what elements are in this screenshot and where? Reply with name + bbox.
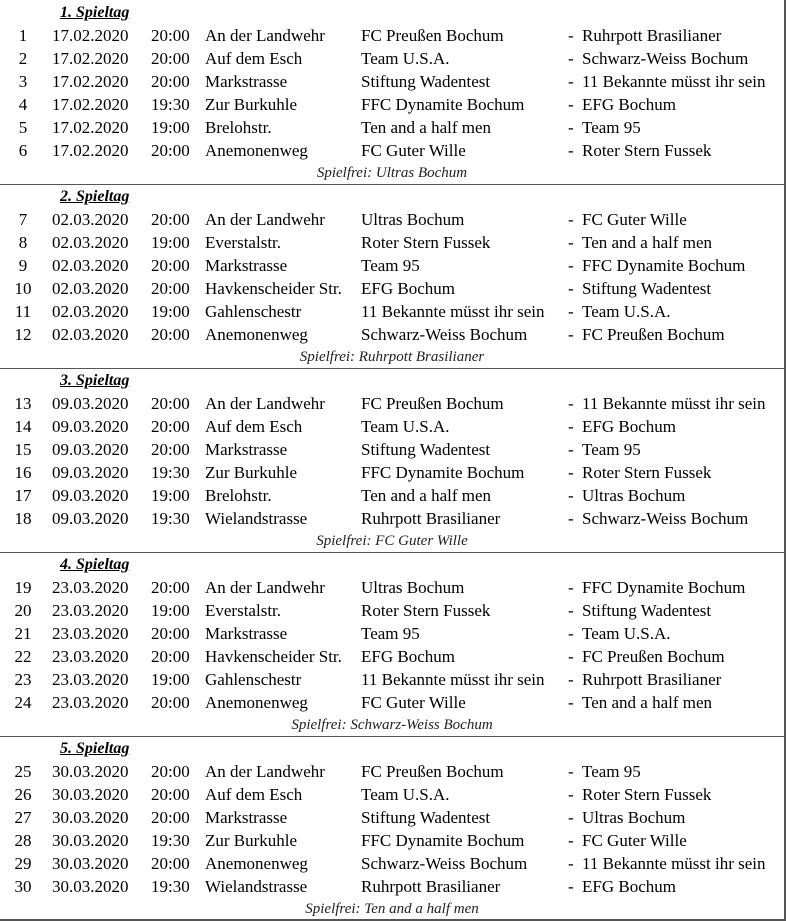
home-team: Ruhrpott Brasilianer bbox=[361, 509, 501, 528]
match-number: 26 bbox=[14, 785, 32, 804]
match-time: 20:00 bbox=[151, 440, 190, 459]
away-team: Stiftung Wadentest bbox=[582, 601, 712, 620]
match-row bbox=[0, 415, 784, 438]
away-team: Roter Stern Fussek bbox=[582, 141, 712, 160]
match-date: 23.03.2020 bbox=[52, 693, 129, 712]
match-number: 10 bbox=[14, 279, 32, 298]
match-date: 09.03.2020 bbox=[52, 486, 129, 505]
match-time: 20:00 bbox=[151, 785, 190, 804]
matchday-block bbox=[0, 369, 784, 553]
versus-dash: - bbox=[568, 325, 574, 344]
away-team: 11 Bekannte müsst ihr sein bbox=[582, 854, 766, 873]
matchday-title: 4. Spieltag bbox=[60, 556, 130, 573]
match-time: 19:00 bbox=[151, 486, 190, 505]
away-team: Schwarz-Weiss Bochum bbox=[582, 509, 749, 528]
match-number: 27 bbox=[14, 808, 32, 827]
versus-dash: - bbox=[568, 233, 574, 252]
match-date: 17.02.2020 bbox=[52, 72, 129, 91]
match-venue: An der Landwehr bbox=[205, 26, 325, 45]
versus-dash: - bbox=[568, 624, 574, 643]
match-time: 20:00 bbox=[151, 693, 190, 712]
matchday-title: 3. Spieltag bbox=[60, 372, 130, 389]
match-date: 23.03.2020 bbox=[52, 670, 129, 689]
match-venue: Auf dem Esch bbox=[205, 785, 303, 804]
match-date: 30.03.2020 bbox=[52, 854, 129, 873]
home-team: Stiftung Wadentest bbox=[361, 808, 491, 827]
match-venue: Brelohstr. bbox=[205, 118, 272, 137]
match-date: 17.02.2020 bbox=[52, 26, 129, 45]
away-team: Team 95 bbox=[582, 440, 641, 459]
match-row bbox=[0, 323, 784, 346]
match-venue: Zur Burkuhle bbox=[205, 831, 298, 850]
match-row bbox=[0, 47, 784, 70]
match-number: 12 bbox=[14, 325, 32, 344]
versus-dash: - bbox=[568, 601, 574, 620]
match-venue: Gahlenschestr bbox=[205, 302, 302, 321]
away-team: 11 Bekannte müsst ihr sein bbox=[582, 72, 766, 91]
away-team: FC Preußen Bochum bbox=[582, 325, 725, 344]
matchday-block bbox=[0, 1, 784, 185]
match-row bbox=[0, 24, 784, 47]
home-team: FC Guter Wille bbox=[361, 693, 466, 712]
match-time: 20:00 bbox=[151, 624, 190, 643]
match-venue: An der Landwehr bbox=[205, 578, 325, 597]
match-row bbox=[0, 576, 784, 599]
match-date: 30.03.2020 bbox=[52, 762, 129, 781]
match-number: 11 bbox=[14, 302, 32, 321]
match-row bbox=[0, 93, 784, 116]
match-time: 19:30 bbox=[151, 463, 190, 482]
match-time: 20:00 bbox=[151, 256, 190, 275]
match-row bbox=[0, 760, 784, 783]
match-venue: Markstrasse bbox=[205, 72, 288, 91]
match-row bbox=[0, 392, 784, 415]
match-time: 20:00 bbox=[151, 26, 190, 45]
away-team: Schwarz-Weiss Bochum bbox=[582, 49, 749, 68]
match-venue: Markstrasse bbox=[205, 440, 288, 459]
match-number: 3 bbox=[18, 72, 28, 91]
match-number: 28 bbox=[14, 831, 32, 850]
versus-dash: - bbox=[568, 808, 574, 827]
bye-team-note: Spielfrei: Schwarz-Weiss Bochum bbox=[291, 717, 493, 733]
versus-dash: - bbox=[568, 762, 574, 781]
match-row bbox=[0, 461, 784, 484]
away-team: Ten and a half men bbox=[582, 233, 713, 252]
versus-dash: - bbox=[568, 279, 574, 298]
match-venue: Anemonenweg bbox=[205, 141, 308, 160]
match-venue: Markstrasse bbox=[205, 808, 288, 827]
match-row bbox=[0, 300, 784, 323]
away-team: FFC Dynamite Bochum bbox=[582, 256, 746, 275]
home-team: Team U.S.A. bbox=[361, 785, 450, 804]
match-time: 20:00 bbox=[151, 49, 190, 68]
bye-team-note: Spielfrei: Ultras Bochum bbox=[316, 165, 468, 181]
home-team: Ultras Bochum bbox=[361, 578, 465, 597]
match-date: 30.03.2020 bbox=[52, 831, 129, 850]
match-time: 20:00 bbox=[151, 647, 190, 666]
match-time: 20:00 bbox=[151, 141, 190, 160]
home-team: FFC Dynamite Bochum bbox=[361, 463, 525, 482]
home-team: Ten and a half men bbox=[361, 486, 492, 505]
versus-dash: - bbox=[568, 417, 574, 436]
match-date: 30.03.2020 bbox=[52, 808, 129, 827]
match-venue: An der Landwehr bbox=[205, 394, 325, 413]
away-team: FC Preußen Bochum bbox=[582, 647, 725, 666]
away-team: Ruhrpott Brasilianer bbox=[582, 26, 722, 45]
versus-dash: - bbox=[568, 26, 574, 45]
match-row bbox=[0, 829, 784, 852]
match-venue: An der Landwehr bbox=[205, 210, 325, 229]
away-team: FC Guter Wille bbox=[582, 210, 687, 229]
away-team: Roter Stern Fussek bbox=[582, 785, 712, 804]
versus-dash: - bbox=[568, 440, 574, 459]
match-date: 17.02.2020 bbox=[52, 95, 129, 114]
match-row bbox=[0, 277, 784, 300]
home-team: Stiftung Wadentest bbox=[361, 440, 491, 459]
home-team: 11 Bekannte müsst ihr sein bbox=[361, 670, 545, 689]
away-team: EFG Bochum bbox=[582, 95, 676, 114]
away-team: Stiftung Wadentest bbox=[582, 279, 712, 298]
match-row bbox=[0, 231, 784, 254]
versus-dash: - bbox=[568, 831, 574, 850]
match-number: 9 bbox=[18, 256, 28, 275]
match-venue: Markstrasse bbox=[205, 256, 288, 275]
match-date: 17.02.2020 bbox=[52, 118, 129, 137]
match-venue: Auf dem Esch bbox=[205, 49, 303, 68]
versus-dash: - bbox=[568, 785, 574, 804]
match-row bbox=[0, 806, 784, 829]
versus-dash: - bbox=[568, 118, 574, 137]
versus-dash: - bbox=[568, 210, 574, 229]
match-number: 14 bbox=[14, 417, 32, 436]
away-team: Roter Stern Fussek bbox=[582, 463, 712, 482]
matchday-title: 5. Spieltag bbox=[60, 740, 130, 757]
home-team: FC Guter Wille bbox=[361, 141, 466, 160]
match-time: 20:00 bbox=[151, 394, 190, 413]
match-row bbox=[0, 70, 784, 93]
match-date: 09.03.2020 bbox=[52, 463, 129, 482]
match-date: 30.03.2020 bbox=[52, 785, 129, 804]
match-venue: Havkenscheider Str. bbox=[205, 279, 342, 298]
match-date: 09.03.2020 bbox=[52, 440, 129, 459]
home-team: Ten and a half men bbox=[361, 118, 492, 137]
match-time: 20:00 bbox=[151, 762, 190, 781]
match-venue: Anemonenweg bbox=[205, 325, 308, 344]
match-number: 20 bbox=[14, 601, 32, 620]
match-venue: Wielandstrasse bbox=[205, 509, 308, 528]
match-number: 4 bbox=[18, 95, 28, 114]
match-venue: Zur Burkuhle bbox=[205, 463, 298, 482]
match-number: 24 bbox=[14, 693, 32, 712]
match-date: 02.03.2020 bbox=[52, 279, 129, 298]
match-time: 19:30 bbox=[151, 877, 190, 896]
match-time: 19:30 bbox=[151, 509, 190, 528]
versus-dash: - bbox=[568, 670, 574, 689]
home-team: FC Preußen Bochum bbox=[361, 762, 504, 781]
match-time: 20:00 bbox=[151, 808, 190, 827]
home-team: Team U.S.A. bbox=[361, 417, 450, 436]
home-team: Roter Stern Fussek bbox=[361, 601, 491, 620]
versus-dash: - bbox=[568, 854, 574, 873]
match-date: 23.03.2020 bbox=[52, 624, 129, 643]
match-number: 2 bbox=[18, 49, 28, 68]
match-row bbox=[0, 599, 784, 622]
match-venue: Markstrasse bbox=[205, 624, 288, 643]
match-row bbox=[0, 622, 784, 645]
match-row bbox=[0, 645, 784, 668]
match-number: 15 bbox=[14, 440, 32, 459]
bye-team-note: Spielfrei: FC Guter Wille bbox=[316, 533, 468, 549]
match-number: 8 bbox=[18, 233, 28, 252]
home-team: Team 95 bbox=[361, 256, 420, 275]
match-time: 20:00 bbox=[151, 417, 190, 436]
away-team: Ruhrpott Brasilianer bbox=[582, 670, 722, 689]
match-venue: Everstalstr. bbox=[205, 601, 282, 620]
match-time: 19:00 bbox=[151, 233, 190, 252]
home-team: FC Preußen Bochum bbox=[361, 26, 504, 45]
match-date: 09.03.2020 bbox=[52, 509, 129, 528]
match-venue: Gahlenschestr bbox=[205, 670, 302, 689]
match-number: 29 bbox=[14, 854, 32, 873]
away-team: FC Guter Wille bbox=[582, 831, 687, 850]
match-venue: Auf dem Esch bbox=[205, 417, 303, 436]
versus-dash: - bbox=[568, 72, 574, 91]
match-row bbox=[0, 139, 784, 162]
home-team: Schwarz-Weiss Bochum bbox=[361, 854, 528, 873]
versus-dash: - bbox=[568, 302, 574, 321]
match-time: 19:30 bbox=[151, 831, 190, 850]
match-date: 23.03.2020 bbox=[52, 647, 129, 666]
versus-dash: - bbox=[568, 95, 574, 114]
match-date: 17.02.2020 bbox=[52, 49, 129, 68]
match-venue: Anemonenweg bbox=[205, 854, 308, 873]
matchday-title: 2. Spieltag bbox=[60, 188, 130, 205]
away-team: Ultras Bochum bbox=[582, 486, 686, 505]
match-row bbox=[0, 852, 784, 875]
home-team: FFC Dynamite Bochum bbox=[361, 95, 525, 114]
away-team: Ultras Bochum bbox=[582, 808, 686, 827]
match-number: 16 bbox=[14, 463, 32, 482]
away-team: Team U.S.A. bbox=[582, 624, 671, 643]
match-venue: Wielandstrasse bbox=[205, 877, 308, 896]
away-team: Team 95 bbox=[582, 118, 641, 137]
match-venue: Havkenscheider Str. bbox=[205, 647, 342, 666]
match-time: 19:00 bbox=[151, 601, 190, 620]
match-number: 17 bbox=[14, 486, 32, 505]
match-number: 19 bbox=[14, 578, 32, 597]
match-time: 20:00 bbox=[151, 578, 190, 597]
versus-dash: - bbox=[568, 49, 574, 68]
matchday-block bbox=[0, 553, 784, 737]
match-time: 20:00 bbox=[151, 325, 190, 344]
match-number: 22 bbox=[14, 647, 32, 666]
match-row bbox=[0, 507, 784, 530]
home-team: Team U.S.A. bbox=[361, 49, 450, 68]
matchday-title: 1. Spieltag bbox=[60, 4, 130, 21]
home-team: EFG Bochum bbox=[361, 647, 455, 666]
match-row bbox=[0, 668, 784, 691]
away-team: EFG Bochum bbox=[582, 417, 676, 436]
match-row bbox=[0, 208, 784, 231]
match-venue: Anemonenweg bbox=[205, 693, 308, 712]
match-date: 30.03.2020 bbox=[52, 877, 129, 896]
away-team: Ten and a half men bbox=[582, 693, 713, 712]
home-team: Ultras Bochum bbox=[361, 210, 465, 229]
match-row bbox=[0, 875, 784, 898]
bye-team-note: Spielfrei: Ten and a half men bbox=[305, 901, 479, 917]
versus-dash: - bbox=[568, 486, 574, 505]
match-date: 23.03.2020 bbox=[52, 578, 129, 597]
home-team: Stiftung Wadentest bbox=[361, 72, 491, 91]
match-date: 17.02.2020 bbox=[52, 141, 129, 160]
match-date: 02.03.2020 bbox=[52, 210, 129, 229]
match-time: 19:00 bbox=[151, 118, 190, 137]
versus-dash: - bbox=[568, 256, 574, 275]
match-number: 6 bbox=[18, 141, 28, 160]
versus-dash: - bbox=[568, 394, 574, 413]
match-number: 30 bbox=[14, 877, 32, 896]
match-row bbox=[0, 484, 784, 507]
match-date: 23.03.2020 bbox=[52, 601, 129, 620]
away-team: Team 95 bbox=[582, 762, 641, 781]
match-time: 19:00 bbox=[151, 670, 190, 689]
match-venue: An der Landwehr bbox=[205, 762, 325, 781]
match-date: 02.03.2020 bbox=[52, 233, 129, 252]
versus-dash: - bbox=[568, 463, 574, 482]
match-number: 25 bbox=[14, 762, 32, 781]
match-time: 19:00 bbox=[151, 302, 190, 321]
match-time: 20:00 bbox=[151, 279, 190, 298]
home-team: 11 Bekannte müsst ihr sein bbox=[361, 302, 545, 321]
match-venue: Everstalstr. bbox=[205, 233, 282, 252]
match-date: 02.03.2020 bbox=[52, 256, 129, 275]
match-time: 20:00 bbox=[151, 72, 190, 91]
match-number: 18 bbox=[14, 509, 32, 528]
match-time: 19:30 bbox=[151, 95, 190, 114]
versus-dash: - bbox=[568, 647, 574, 666]
match-number: 5 bbox=[18, 118, 28, 137]
match-number: 23 bbox=[14, 670, 32, 689]
match-row bbox=[0, 116, 784, 139]
match-time: 20:00 bbox=[151, 210, 190, 229]
versus-dash: - bbox=[568, 578, 574, 597]
home-team: FC Preußen Bochum bbox=[361, 394, 504, 413]
match-time: 20:00 bbox=[151, 854, 190, 873]
match-venue: Brelohstr. bbox=[205, 486, 272, 505]
match-row bbox=[0, 254, 784, 277]
match-row bbox=[0, 691, 784, 714]
match-number: 13 bbox=[14, 394, 32, 413]
match-row bbox=[0, 438, 784, 461]
match-number: 21 bbox=[14, 624, 32, 643]
match-date: 02.03.2020 bbox=[52, 325, 129, 344]
home-team: Ruhrpott Brasilianer bbox=[361, 877, 501, 896]
home-team: EFG Bochum bbox=[361, 279, 455, 298]
home-team: Roter Stern Fussek bbox=[361, 233, 491, 252]
match-date: 09.03.2020 bbox=[52, 394, 129, 413]
versus-dash: - bbox=[568, 141, 574, 160]
versus-dash: - bbox=[568, 509, 574, 528]
home-team: Team 95 bbox=[361, 624, 420, 643]
away-team: FFC Dynamite Bochum bbox=[582, 578, 746, 597]
match-venue: Zur Burkuhle bbox=[205, 95, 298, 114]
away-team: EFG Bochum bbox=[582, 877, 676, 896]
match-date: 09.03.2020 bbox=[52, 417, 129, 436]
versus-dash: - bbox=[568, 693, 574, 712]
home-team: Schwarz-Weiss Bochum bbox=[361, 325, 528, 344]
away-team: Team U.S.A. bbox=[582, 302, 671, 321]
matchday-block bbox=[0, 185, 784, 369]
match-date: 02.03.2020 bbox=[52, 302, 129, 321]
matchday-block bbox=[0, 737, 784, 921]
away-team: 11 Bekannte müsst ihr sein bbox=[582, 394, 766, 413]
match-row bbox=[0, 783, 784, 806]
bye-team-note: Spielfrei: Ruhrpott Brasilianer bbox=[299, 349, 485, 365]
versus-dash: - bbox=[568, 877, 574, 896]
home-team: FFC Dynamite Bochum bbox=[361, 831, 525, 850]
match-number: 1 bbox=[18, 26, 28, 45]
match-number: 7 bbox=[18, 210, 28, 229]
